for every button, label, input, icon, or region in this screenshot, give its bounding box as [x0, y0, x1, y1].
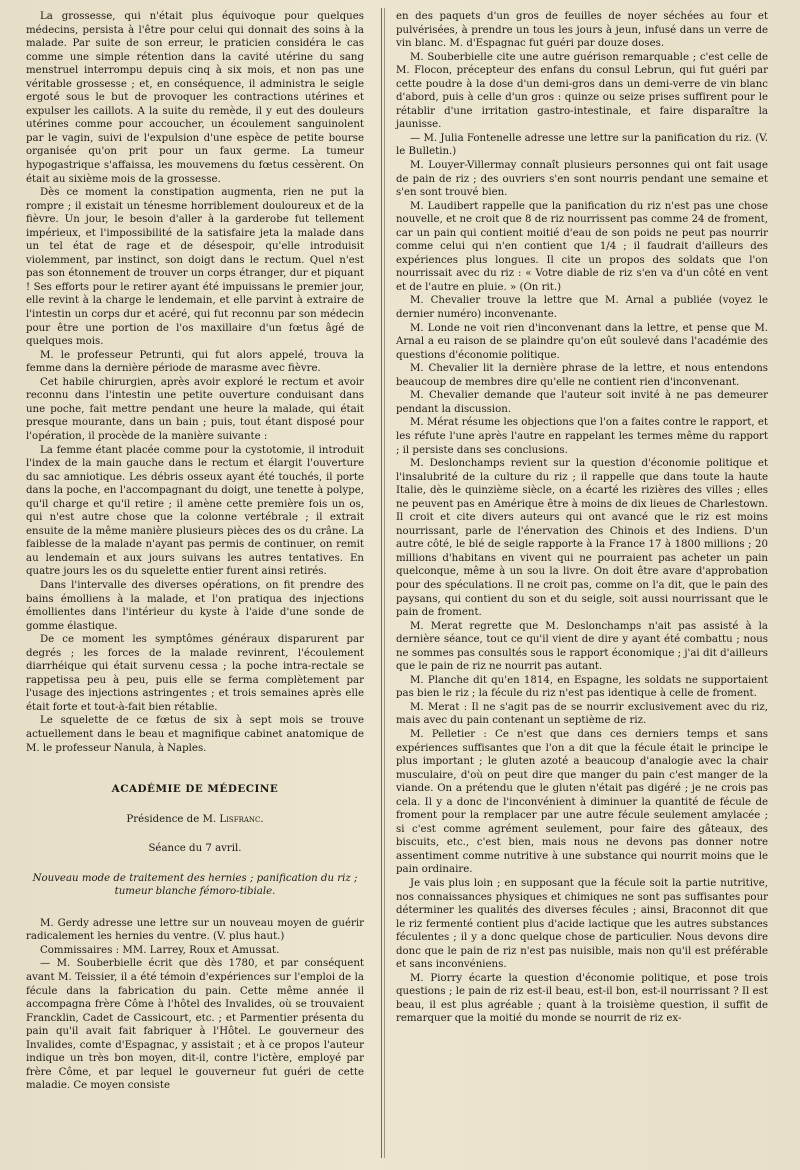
paragraph: M. Pelletier : Ce n'est que dans ces derniers temps et sans expériences suffisantes que l'on a dit que la fécule était le principe le plus important ; le gluten azoté a beaucoup d'analogie avec la chair musculaire, d'où on peut dire que manger du pain c'est manger de la viande. On a prétendu que le gluten n'était pas digéré ; je ne crois pas cela. Il y a donc de l'inconvénient à diminuer la quantité de fécule de froment pour la remplacer par une autre fécule seulement amylacée ; si c'est comme agrément seulement, pour faire des gâteaux, des biscuits, etc., c'est bien, mais nous ne devons pas donner notre assentiment comme nutritive à une substance qui nourrit moins que le pain ordinaire. — [396, 728, 768, 876]
paragraph: en des paquets d'un gros de feuilles de noyer séchées au four et pulvérisées, à prendre un tous les jours à jeun, infusé dans un verre de vin blanc. M. d'Espagnac fut guéri par douze doses. — [396, 11, 768, 50]
paragraph: M. Planche dit qu'en 1814, en Espagne, les soldats ne supportaient pas bien le riz ; la fécule du riz n'est pas identique à celle de froment. — [396, 674, 768, 700]
paragraph: M. Merat regrette que M. Deslonchamps n'ait pas assisté à la dernière séance, tout ce qu'il vient de dire y ayant été combattu ; nous ne sommes pas consultés sous le rapport économique ; j'ai dit d'ailleurs que le pain de riz ne nourrit pas autant. — [396, 620, 768, 673]
academy-title: ACADÉMIE DE MÉDECINE — [111, 783, 279, 796]
paragraph: — M. Julia Fontenelle adresse une lettre sur la panification du riz. (V. le Bulletin.) — [396, 132, 768, 158]
paragraph: M. Chevalier lit la dernière phrase de la lettre, et nous entendons beaucoup de membres dire qu'elle ne contient rien d'inconvenant. — [396, 363, 768, 388]
paragraph: La grossesse, qui n'était plus équivoque pour quelques médecins, persista à l'être pour celui qui donnait des soins à la malade. Par suite de son erreur, le praticien considéra le cas comme une simple rétention dans la cavité utérine du sang menstruel interrompu depuis cinq à six mois, et non pas une véritable grossesse ; et, en conséquence, il administra le seigle ergoté sous le but de provoquer les contractions utérines et expulser les caillots. A la suite du remède, il y eut des douleurs utérines comme pour accoucher, un écoulement sanguinolent par le vagin, suivi de l'expulsion d'une espèce de petite bourse organisée qu'on prit pour un faux germe. La tumeur hypogastrique s'affaissa, les mouvemens du fœtus cessèrent. On était au sixième mois de la grossesse. — [26, 11, 364, 185]
presidence-prefix: Présidence de M. — [126, 813, 220, 825]
paragraph: Le squelette de ce fœtus de six à sept mois se trouve actuellement dans le beau et magnifique cabinet anatomique de M. le professeur Nanula, à Naples. — [26, 715, 364, 754]
paragraph: M. Gerdy adresse une lettre sur un nouveau moyen de guérir radicalement les hernies du ventre. (V. plus haut.) — [26, 917, 364, 943]
paragraph: M. Louyer-Villermay connaît plusieurs personnes qui ont fait usage de pain de riz ; des ouvriers s'en sont nourris pendant une semaine et s'en sont trouvé bien. — [396, 160, 768, 199]
paragraph: Cet habile chirurgien, après avoir exploré le rectum et avoir reconnu dans l'intestin une petite ouverture conduisant dans une poche, fait mettre pendant une heure la malade, qui était presque mourante, dans un bain ; puis, tout étant disposé pour l'opération, il procède de la manière suivante : — [26, 376, 364, 442]
seance-date: Séance du 7 avril. — [148, 843, 242, 855]
paragraph: M. Souberbielle cite une autre guérison remarquable ; c'est celle de M. Flocon, précepteur des enfans du consul Lebrun, qui fut guéri par cette poudre à la dose d'un demi-gros dans un demi-verre de vin blanc d'abord, puis à celle d'un gros : quinze ou seize prises suffirent pour le rétablir d'une irritation gastro-intestinale, et faire disparaître la jaunisse. — [396, 51, 768, 131]
paragraph: M. Mérat résume les objections que l'on a faites contre le rapport, et les réfute l'une après l'autre en rappelant les termes même du rapport ; il persiste dans ses conclusions. — [396, 417, 768, 456]
paragraph: M. Merat : Il ne s'agit pas de se nourrir exclusivement avec du riz, mais avec du pain contenant un septième de riz. — [396, 701, 768, 727]
president-name: Lisfranc. — [219, 813, 264, 825]
paragraph: M. Chevalier demande que l'auteur soit invité à ne pas demeurer pendant la discussion. — [396, 390, 768, 415]
paragraph: Dans l'intervalle des diverses opérations, on fit prendre des bains émolliens à la malade, et l'on pratiqua des injections émollientes dans l'intérieur du kyste à l'aide d'une sonde de gomme élastique. — [26, 579, 364, 632]
paragraph: M. Chevalier trouve la lettre que M. Arnal a publiée (voyez le dernier numéro) inconvenante. — [396, 295, 768, 321]
paragraph: Je vais plus loin ; en supposant que la fécule soit la partie nutritive, nos connaissances physiques et chimiques ne sont pas suffisantes pour déterminer les qualités des diverses fécules ; ainsi, Braconnot dit que le riz fermenté contient plus d'acide lactique que les autres substances féculentes ; il y a donc quelque chose de particulier. Nous devons dire donc que le pain de riz n'est pas nuisible, mais non qu'il est préférable et sans inconvéniens. — [396, 878, 768, 971]
paragraph: M. Londe ne voit rien d'inconvenant dans la lettre, et pense que M. Arnal a eu raison de se plaindre qu'on eût soulevé dans l'académie des questions d'économie politique. — [396, 322, 768, 361]
paragraph: M. Deslonchamps revient sur la question d'économie politique et l'insalubrité de la culture du riz ; il rappelle que dans toute la haute Italie, dès le quinzième siècle, on a écarté les rizières des villes ; elles ne peuvent pas en Amérique être à moins de dix lieues de Charlestown. Il croit et cite divers auteurs qui ont avancé que le riz est moins nourrissant, parle de l'énervation des Chinois et des Indiens. D'un autre côté, le blé de seigle rapporte à la France 17 à 1800 millions ; 20 millions d'habitans en vivent qui ne pourraient pas acheter un pain quelconque, même à un sou la livre. On doit être avare d'approbation pour des spéculations. Il ne croit pas, comme on l'a dit, que le pain des paysans, qui contient du son et du seigle, soit aussi nourrissant que le pain de froment. — [396, 458, 768, 619]
right-column — [396, 10, 768, 1026]
paragraph: — M. Souberbielle écrit que dès 1780, et par conséquent avant M. Teissier, il a été témoin d'expériences sur l'emploi de la fécule dans la fabrication du pain. Cette même année il accompagna frère Côme à l'hôtel des Invalides, où se trouvaient Francklin, Cadet de Cassicourt, etc. ; et Parmentier présenta du pain qu'il avait fait fabriquer à l'Hôtel. Le gouverneur des Invalides, comte d'Espagnac, y assistait ; et à ce propos l'auteur indique un très bon moyen, dit-il, contre l'ictère, employé par frère Côme, et par lequel le gouverneur fut guéri de cette maladie. Ce moyen consiste — [26, 958, 364, 1092]
column-rule-inner — [384, 8, 385, 1158]
paragraph: Dès ce moment la constipation augmenta, rien ne put la rompre ; il existait un ténesme horriblement douloureux et de la fièvre. Un jour, le besoin d'aller à la garderobe fut tellement impérieux, et l'impossibilité de la satisfaire jeta la malade dans un tel état de rage et de désespoir, qu'elle introduisit violemment, par instinct, son doigt dans le rectum. Quel n'est pas son étonnement de trouver un corps étranger, dur et piquant ! Ses efforts pour le retirer ayant été impuissans le premier jour, elle revint à la charge le lendemain, et elle parvint à extraire de l'intestin un corps dur et acéré, qui fut reconnu par son médecin pour être une portion de l'os maxillaire d'un fœtus âgé de quelques mois. — [26, 187, 364, 348]
paragraph: De ce moment les symptômes généraux disparurent par degrés ; les forces de la malade revinrent, l'écoulement diarrhéique qui était survenu cessa ; la poche intra-rectale se rappetissa peu à peu, puis elle se ferma complètement par l'usage des injections astringentes ; et trois semaines après elle était forte et tout-à-fait bien rétablie. — [26, 634, 364, 713]
paragraph: La femme étant placée comme pour la cystotomie, il introduit l'index de la main gauche dans le rectum et élargit l'ouverture du sac amniotique. Les débris osseux ayant été touchés, il porte dans la poche, en l'accompagnant du doigt, une tenette à polype, qu'il charge et qu'il retire ; il amène cette première fois un os, qui n'est autre chose que la colonne vertébrale ; il extrait ensuite de la même manière plusieurs pièces des os du crâne. La faiblesse de la malade n'ayant pas permis de continuer, on remit au lendemain et aux jours suivans les autres tentatives. En quatre jours les os du squelette entier furent ainsi retirés. — [26, 444, 364, 578]
paragraph: M. le professeur Petrunti, qui fut alors appelé, trouva la femme dans la dernière période de marasme avec fièvre. — [26, 349, 364, 375]
paragraph: Commissaires : MM. Larrey, Roux et Amussat. — [40, 944, 280, 956]
paragraph: M. Laudibert rappelle que la panification du riz n'est pas une chose nouvelle, et ne croit que 8 de riz nourrissent pas comme 24 de froment, car un pain qui contient moitié d'eau de son poids ne peut pas nourrir comme celui qui n'en contient que 1/4 ; il faudrait d'ailleurs des expériences plus longues. Il cite un propos des soldats que l'on nourrissait avec du riz : « Votre diable de riz s'en va d'un côté en vent et de l'autre en pluie. » (On rit.) — [396, 200, 768, 293]
presidence-line — [26, 813, 364, 827]
column-rule — [381, 8, 382, 1158]
left-column — [26, 10, 364, 1093]
session-subjects: Nouveau mode de traitement des hernies ; panification du riz ; tumeur blanche fémoro-tibiale. — [32, 872, 358, 898]
paragraph: M. Piorry écarte la question d'économie politique, et pose trois questions ; le pain de riz est-il beau, est-il bon, est-il nourrissant ? Il est beau, il est plus agréable ; quant à la troisième question, il suffit de remarquer que la moitié du monde se nourrit de riz ex- — [396, 972, 768, 1025]
